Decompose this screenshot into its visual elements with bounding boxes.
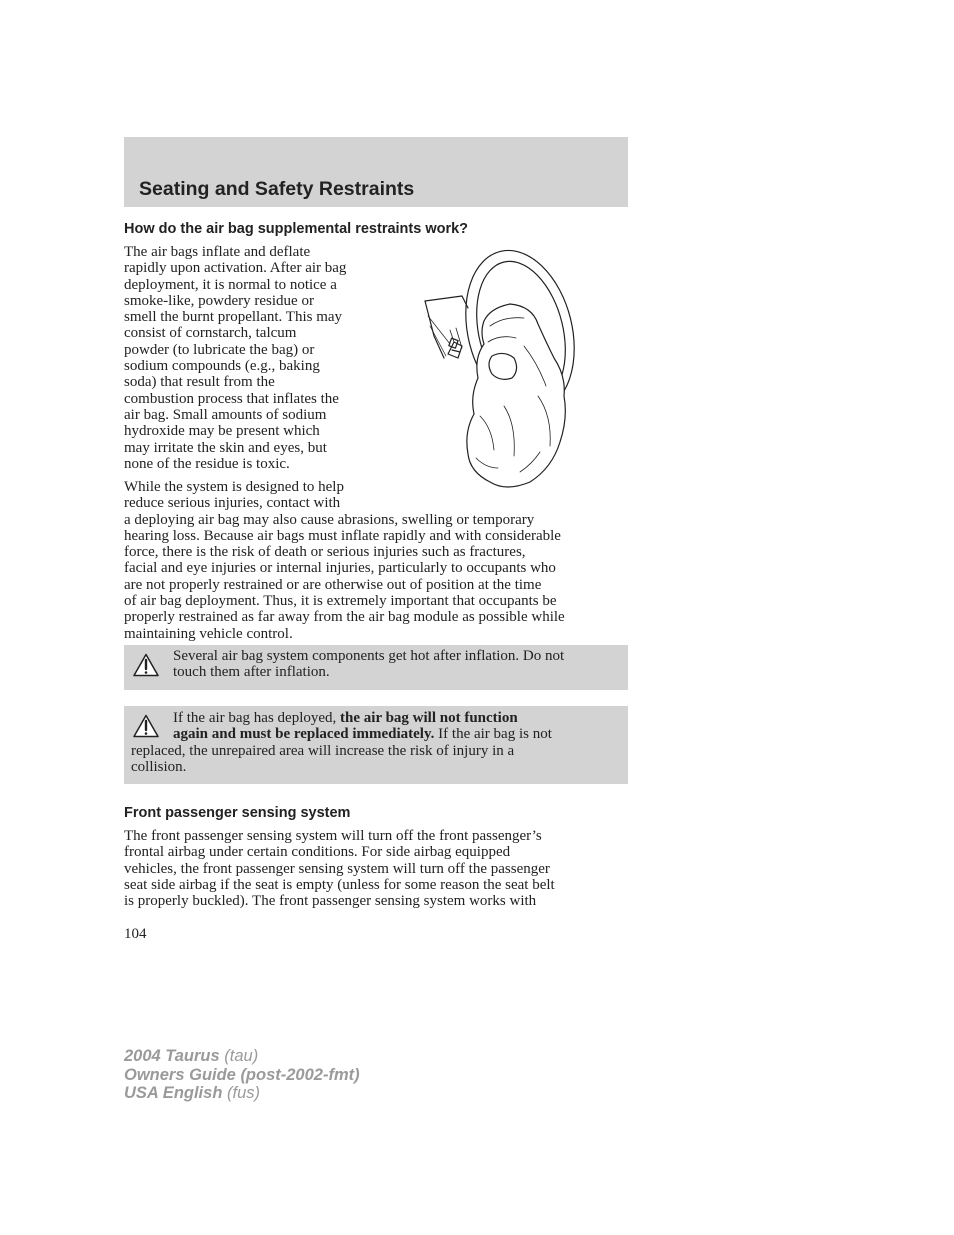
document-footer [124,1047,360,1103]
airbag-residue-paragraph: The air bags inflate and deflate rapidly upon activation. After air bag deployment, it is normal to notice a smoke-like, powdery residue or smell the burnt propellant. This may consist of cornstarch, talcum powder (to lubricate the bag) or sodium compounds (e.g., baking soda) that result from the combustion process that inflates the air bag. Small amounts of sodium hydroxide may be present which may irritate the skin and eyes, but none of the residue is toxic. [124,244,347,472]
airbag-injury-risk-paragraph: While the system is designed to help reduce serious injuries, contact with a deploying air bag may also cause abrasions, swelling or temporary hearing loss. Because air bags must inflate rapidly and with considerable force, there is the risk of death or serious injuries such as fractures, facial and eye injuries or internal injuries, particularly to occupants who are not properly restrained or are otherwise out of position at the time of air bag deployment. Thus, it is extremely important that occupants be properly restrained as far away from the air bag module as possible while maintaining vehicle control. [124,479,565,642]
warning-triangle-icon [133,714,159,738]
passenger-sensing-paragraph: The front passenger sensing system will turn off the front passenger’s frontal airbag under certain conditions. For side airbag equipped vehicles, the front passenger sensing system will turn off the passenger seat side airbag if the seat is empty (unless for some reason the seat belt is properly buckled). The front passenger sensing system works with [124,828,555,910]
warning-text-hot-components: Several air bag system components get hot after inflation. Do not touch them after inflation. [173,648,565,681]
warning-box-replace-airbag [124,706,628,784]
footer-line-language: USA English (fus) [124,1084,260,1102]
footer-line-model: 2004 Taurus (tau) [124,1047,259,1065]
warning-box-hot-components [124,645,628,690]
warning-text-replace-airbag-rest: replaced, the unrepaired area will increase the risk of injury in a collision. [131,743,515,776]
warning-text-replace-airbag-line1: If the air bag has deployed, the air bag will not function [173,710,518,726]
page-number: 104 [124,926,147,942]
section-heading-airbag-function: How do the air bag supplemental restraints work? [124,221,469,237]
page-title: Seating and Safety Restraints [139,178,415,200]
section-heading-passenger-sensing: Front passenger sensing system [124,805,351,821]
warning-text-replace-airbag-line2: again and must be replaced immediately. If the air bag is not [173,726,552,742]
footer-line-guide: Owners Guide (post-2002-fmt) [124,1065,360,1084]
warning-triangle-icon [133,653,159,677]
airbag-deployed-steering-wheel-illustration [420,246,580,494]
